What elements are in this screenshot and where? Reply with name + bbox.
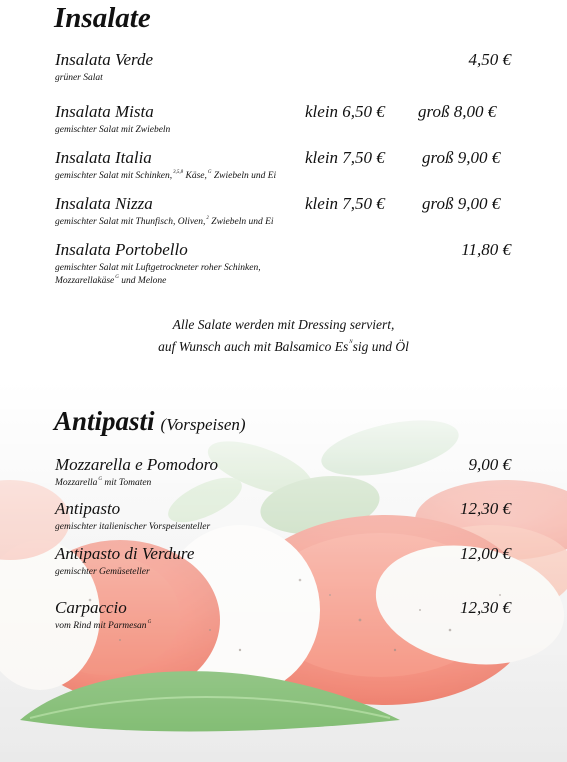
allergen-code: N — [349, 340, 353, 345]
item-price: 12,00 € — [460, 544, 511, 563]
item-price-small: klein 6,50 € — [305, 102, 385, 121]
item-name: Insalata Nizza — [55, 194, 153, 213]
item-description: vom Rind mit Parmesan$^G$ — [55, 620, 152, 631]
item-name: Antipasto — [55, 499, 121, 518]
item-price-large: groß 9,00 € — [422, 148, 501, 167]
item-price-large: groß 8,00 € — [418, 102, 497, 121]
item-description: gemischter Salat mit Schinken,$^{3,5,8}$ Käse,$^G$ Zwiebeln und Ei — [55, 170, 277, 181]
allergen-code: G — [98, 477, 103, 482]
item-description: gemischter Salat mit Zwiebeln — [55, 125, 171, 135]
item-name: Insalata Verde — [55, 50, 154, 69]
menu-item — [55, 240, 515, 288]
allergen-code: G — [115, 275, 119, 280]
menu-item — [55, 499, 515, 534]
item-name: Insalata Italia — [55, 148, 152, 167]
menu-item — [55, 148, 515, 183]
item-name: Insalata Mista — [55, 102, 154, 121]
item-name: Carpaccio — [55, 598, 127, 617]
section-title-insalate: Insalate — [54, 2, 151, 34]
allergen-code: 2 — [206, 216, 209, 221]
item-name: Insalata Portobello — [55, 240, 188, 259]
menu-item — [55, 455, 515, 490]
menu-item — [55, 102, 515, 137]
item-price: 9,00 € — [468, 455, 511, 474]
item-name: Mozzarella e Pomodoro — [55, 455, 219, 474]
item-price: 11,80 € — [461, 240, 511, 259]
menu-item — [55, 50, 515, 85]
item-description: gemischter Gemüseteller — [55, 567, 150, 577]
item-name: Antipasto di Verdure — [55, 544, 195, 563]
item-description: Mozzarella$^G$ mit Tomaten — [55, 477, 152, 488]
item-description: gemischter italienischer Vorspeisenteller — [55, 522, 211, 532]
menu-item — [55, 544, 515, 579]
allergen-code: G — [207, 170, 212, 175]
item-description: gemischter Salat mit Thunfisch, Oliven,$^2$ Zwiebeln und Ei — [55, 216, 274, 227]
dressing-note: Alle Salate werden mit Dressing serviert, auf Wunsch auch mit Balsamico $Es^Nsig$ und Öl — [158, 317, 409, 354]
allergen-code: 3,5,8 — [173, 170, 184, 175]
item-price-small: klein 7,50 € — [305, 194, 385, 213]
allergen-code: G — [147, 620, 152, 625]
section-subtitle: (Vorspeisen) — [160, 415, 246, 434]
menu-item — [55, 598, 515, 633]
item-price: 12,30 € — [460, 499, 511, 518]
item-description: gemischter Salat mit Luftgetrockneter roher Schinken, Mozzarellakäse$^G$ und Melone — [55, 263, 261, 286]
item-price-large: groß 9,00 € — [422, 194, 501, 213]
item-price-small: klein 7,50 € — [305, 148, 385, 167]
item-description: grüner Salat — [55, 73, 103, 83]
item-price: 4,50 € — [468, 50, 511, 69]
item-price: 12,30 € — [460, 598, 511, 617]
menu-item — [55, 194, 515, 229]
section-title-antipasti: Antipasti (Vorspeisen) — [54, 406, 246, 436]
